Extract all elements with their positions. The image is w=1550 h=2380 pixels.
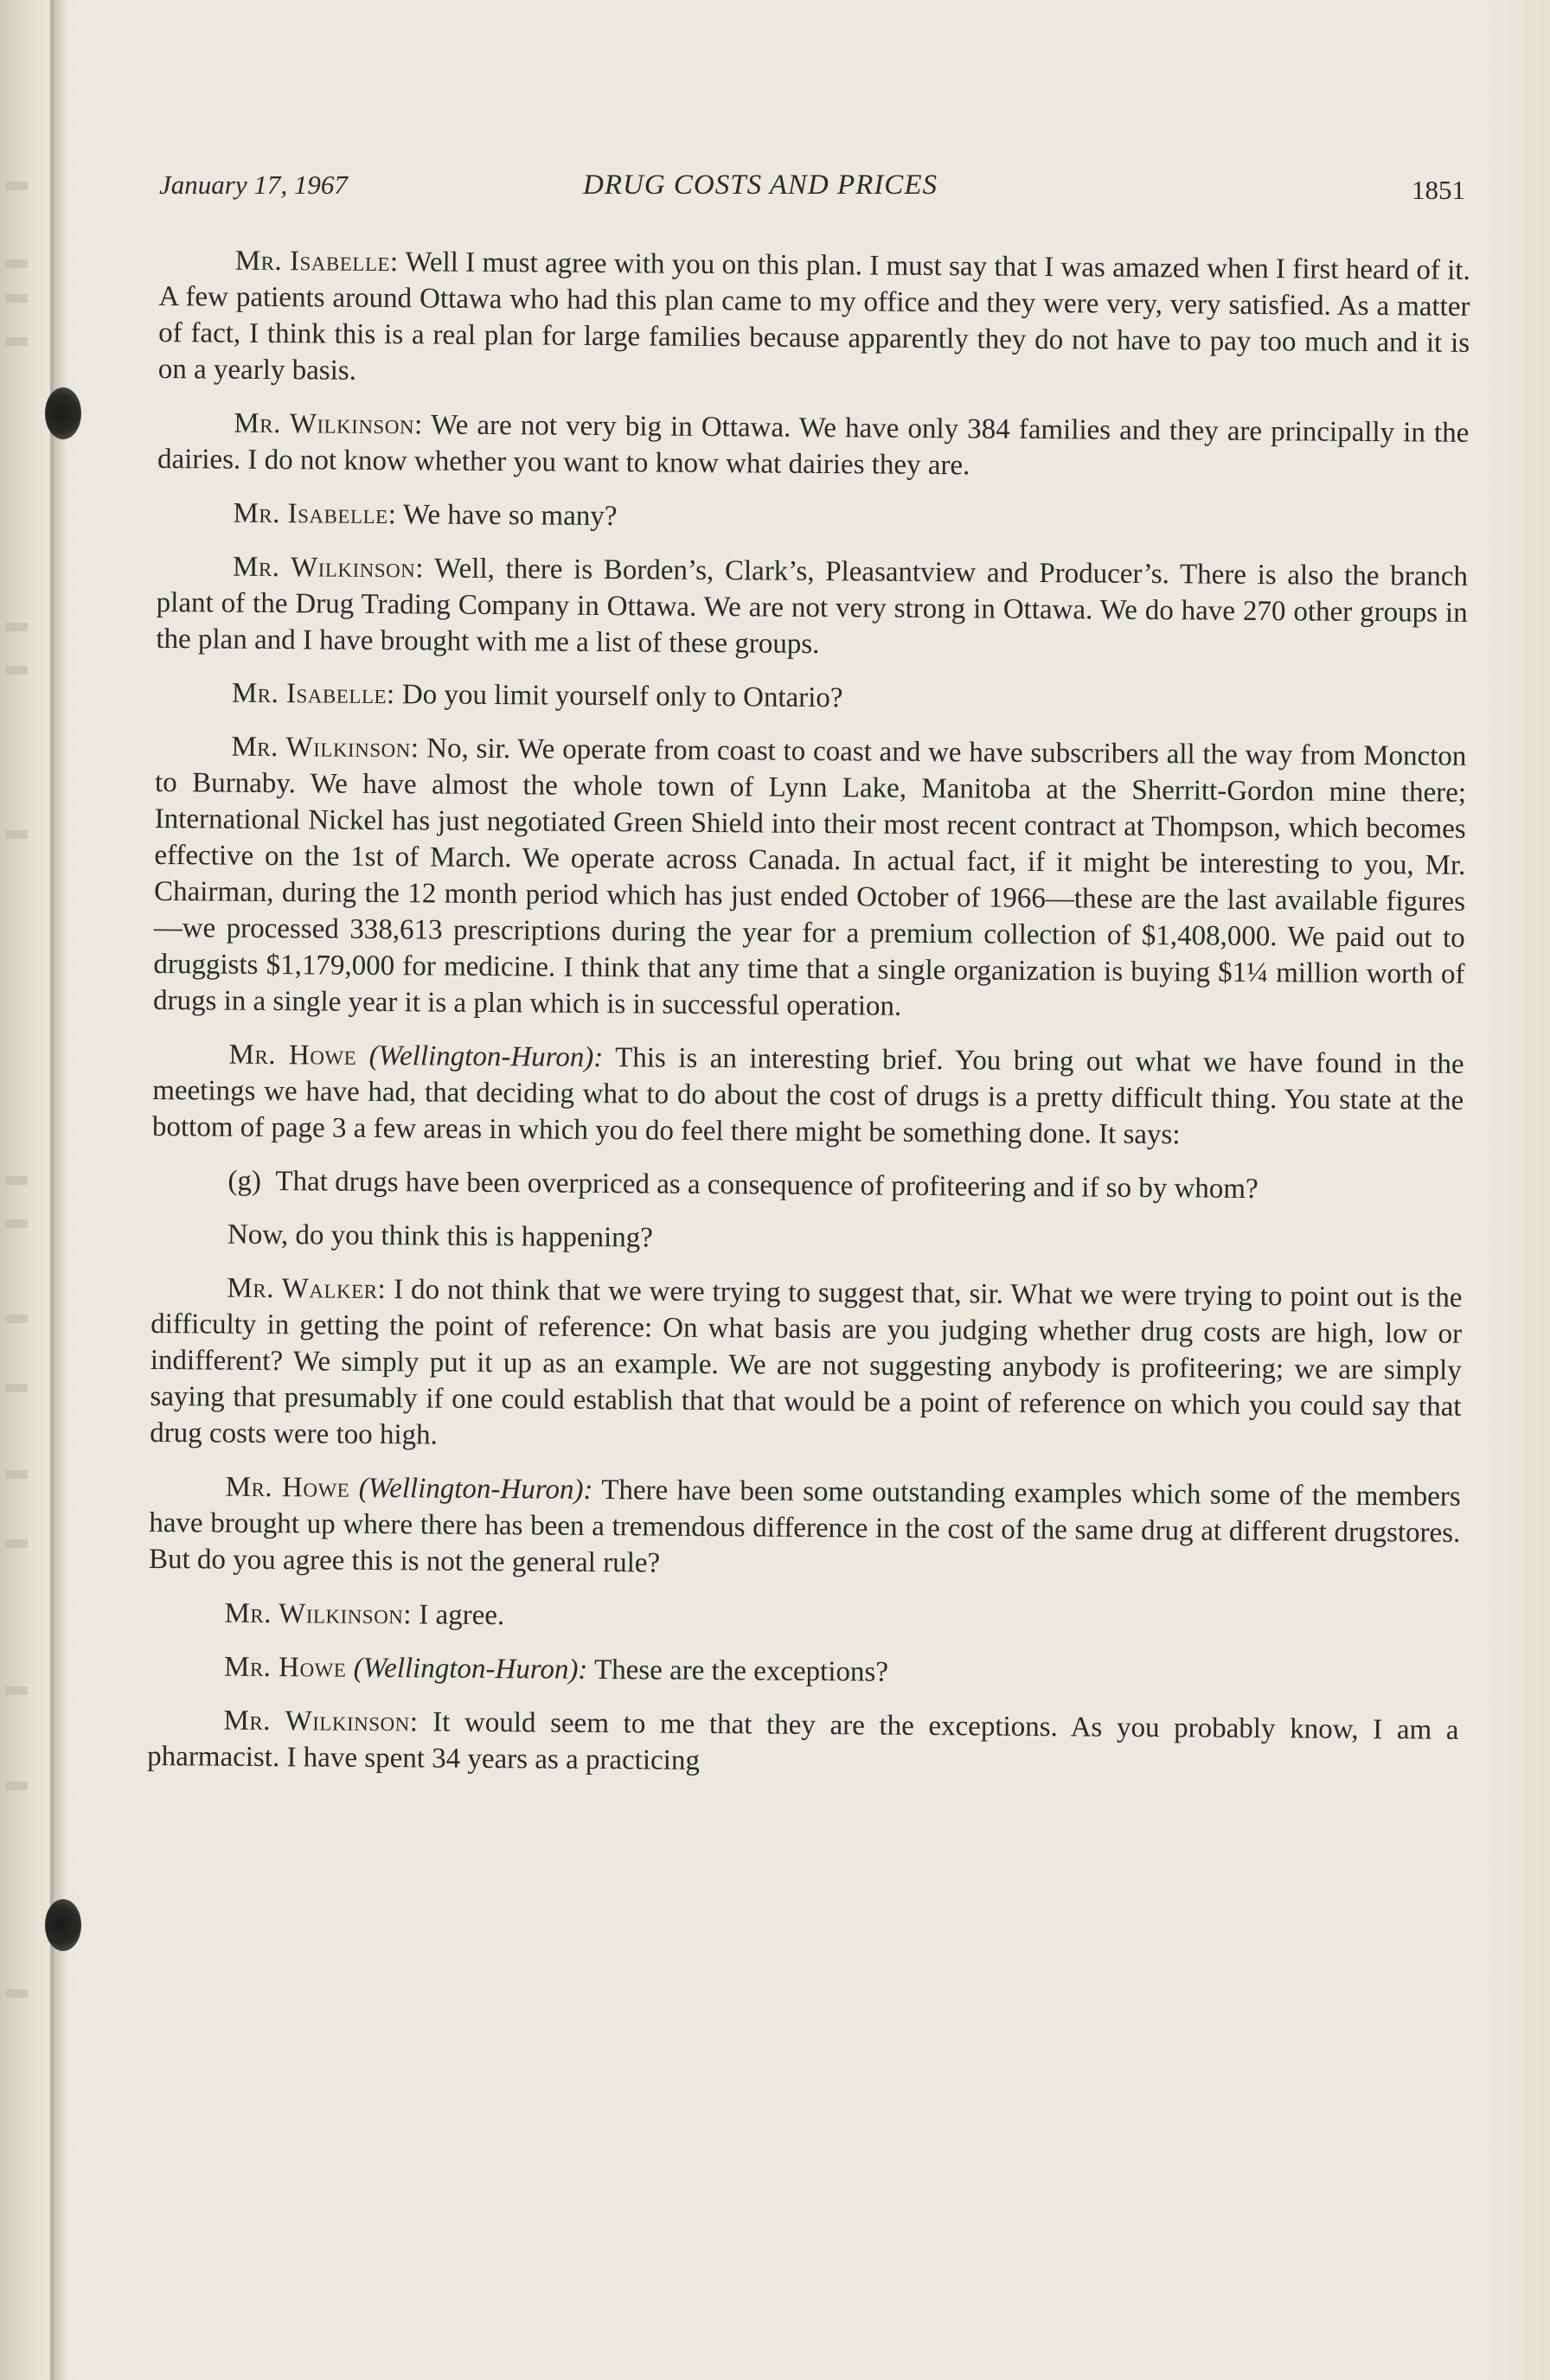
paragraph-text: We have so many?	[402, 499, 618, 533]
speaker-name: Mr. Howe	[228, 1039, 357, 1072]
paragraph	[148, 1648, 1459, 1695]
paragraph-text: No, sir. We operate from coast to coast and we have subscribers all the way from Moncton to Burnaby. We have almost the whole town of Lynn Lake, Manitoba at the Sherritt-Gordon mine there; International Nickel has just negotiated Green Shield into their most recent contract at Thompson, which becomes effective on the 1st of March. We operate across Canada. In actual fact, if it might be interesting to you, Mr. Chairman, during the 12 month period which has just ended October of 1966—these are the last available figures—we processed 338,613 prescriptions during the year for a premium collection of $1,408,000. We paid out to druggists $1,179,000 for medicine. I think that any time that a single organization is buying $1¼ million worth of drugs in a single year it is a plan which is in successful operation.	[152, 733, 1467, 1022]
paragraph	[150, 1270, 1463, 1462]
punch-hole-bottom	[45, 1899, 81, 1951]
paragraph-text: It would seem to me that they are the exceptions. As you probably know, I am a pharmacist. I have spent 34 years as a practicing	[147, 1706, 1459, 1776]
punch-hole-top	[45, 387, 81, 439]
running-header	[159, 170, 1465, 209]
paragraph	[157, 495, 1468, 541]
paragraph	[149, 1468, 1461, 1588]
bleed-through-mark	[5, 1539, 28, 1548]
speaker-name: Mr. Wilkinson:	[232, 551, 425, 585]
speaker-name: Mr. Wilkinson:	[234, 407, 423, 441]
paragraph	[151, 1216, 1463, 1263]
bleed-through-mark	[5, 294, 28, 303]
speaker-constituency: (Wellington-Huron):	[353, 1652, 588, 1686]
bleed-through-mark	[5, 1384, 28, 1392]
speaker-name: Mr. Isabelle:	[234, 245, 399, 278]
paragraph	[153, 728, 1467, 1029]
bleed-through-mark	[5, 182, 28, 190]
paragraph-text: Now, do you think this is happening?	[227, 1219, 654, 1254]
speaker-name: Mr. Isabelle:	[231, 677, 395, 711]
bleed-through-mark	[5, 1782, 28, 1790]
paragraph-text: Well I must agree with you on this plan. I must say that I was amazed when I first heard of it. A few patients around Ottawa who had this plan came to my office and they were very, very satisfied. As a matter of fact, I think this is a real plan for large families because apparently they do not have to pay too much and it is on a yearly basis.	[157, 246, 1470, 387]
bleed-through-mark	[5, 1315, 28, 1323]
bleed-through-mark	[5, 1989, 28, 1998]
paragraph	[148, 1595, 1459, 1641]
paragraph-text: This is an interesting brief. You bring out what we have found in the meetings we have had, that deciding what to do about the cost of drugs is a pretty difficult thing. You state at the bottom of page 3 a few areas in which you do feel there might be something done. It says:	[151, 1042, 1464, 1151]
paragraph-text: There have been some outstanding examples which some of the members have brought up where there has been a tremendous difference in the cost of the same drug at different drugstores. But do you agree this is not the general rule?	[148, 1475, 1461, 1579]
speaker-name: Mr. Wilkinson:	[224, 1597, 413, 1631]
bleed-through-mark	[5, 1219, 28, 1228]
bleed-through-mark	[5, 337, 28, 346]
paragraph	[147, 1702, 1459, 1785]
speaker-constituency: (Wellington-Huron):	[358, 1472, 593, 1506]
speaker-name: Mr. Wilkinson:	[231, 731, 420, 765]
header-title: DRUG COSTS AND PRICES	[583, 170, 938, 201]
speaker-name: Mr. Walker:	[227, 1272, 387, 1306]
paragraph	[158, 242, 1470, 398]
speaker-constituency: (Wellington-Huron):	[368, 1040, 604, 1074]
paragraph-text: I agree.	[419, 1599, 505, 1632]
page-number: 1851	[1412, 175, 1465, 205]
bleed-through-mark	[5, 1176, 28, 1185]
bleed-through-mark	[5, 1686, 28, 1695]
paragraph-text: Do you limit yourself only to Ontario?	[401, 679, 843, 714]
bleed-through-mark	[5, 1470, 28, 1479]
quote-text: That drugs have been overpriced as a consequence of profiteering and if so by whom?	[275, 1166, 1259, 1206]
bleed-through-mark	[5, 830, 28, 839]
paragraph	[152, 1036, 1464, 1155]
speaker-name: Mr. Howe	[223, 1651, 347, 1684]
paragraph	[157, 405, 1470, 488]
paragraph	[156, 675, 1467, 721]
gutter-shadow	[54, 0, 67, 2380]
bleed-through-mark	[5, 259, 28, 268]
paragraph-text: Well, there is Borden’s, Clark’s, Pleasantview and Producer’s. There is also the branch plant of the Drug Trading Company in Ottawa. We are not very strong in Ottawa. We do have 270 other groups in the plan and I have brought with me a list of these groups.	[156, 553, 1469, 661]
header-date: January 17, 1967	[159, 170, 348, 200]
quoted-item	[227, 1163, 1463, 1209]
transcript-body	[147, 242, 1470, 1802]
paragraph-text: We are not very big in Ottawa. We have only 384 families and they are principally in the dairies. I do not know whether you want to know what dairies they are.	[157, 409, 1470, 482]
bleed-through-mark	[5, 666, 28, 675]
paragraph-text: These are the exceptions?	[593, 1654, 889, 1688]
speaker-name: Mr. Wilkinson:	[223, 1705, 419, 1738]
bleed-through-mark	[5, 623, 28, 631]
quote-label: (g)	[227, 1165, 262, 1197]
speaker-name: Mr. Isabelle:	[233, 497, 397, 531]
paragraph-text: I do not think that we were trying to suggest that, sir. What we were trying to point out is the difficulty in getting the point of reference: On what basis are you judging whether drug costs are high, low or indifferent? We simply put it up as an example. We are not suggesting anybody is profiteering; we are simply saying that presumably if one could establish that that would be a point of reference on which you could say that drug costs were too high.	[150, 1274, 1463, 1451]
paragraph	[156, 548, 1468, 668]
speaker-name: Mr. Howe	[225, 1471, 350, 1504]
